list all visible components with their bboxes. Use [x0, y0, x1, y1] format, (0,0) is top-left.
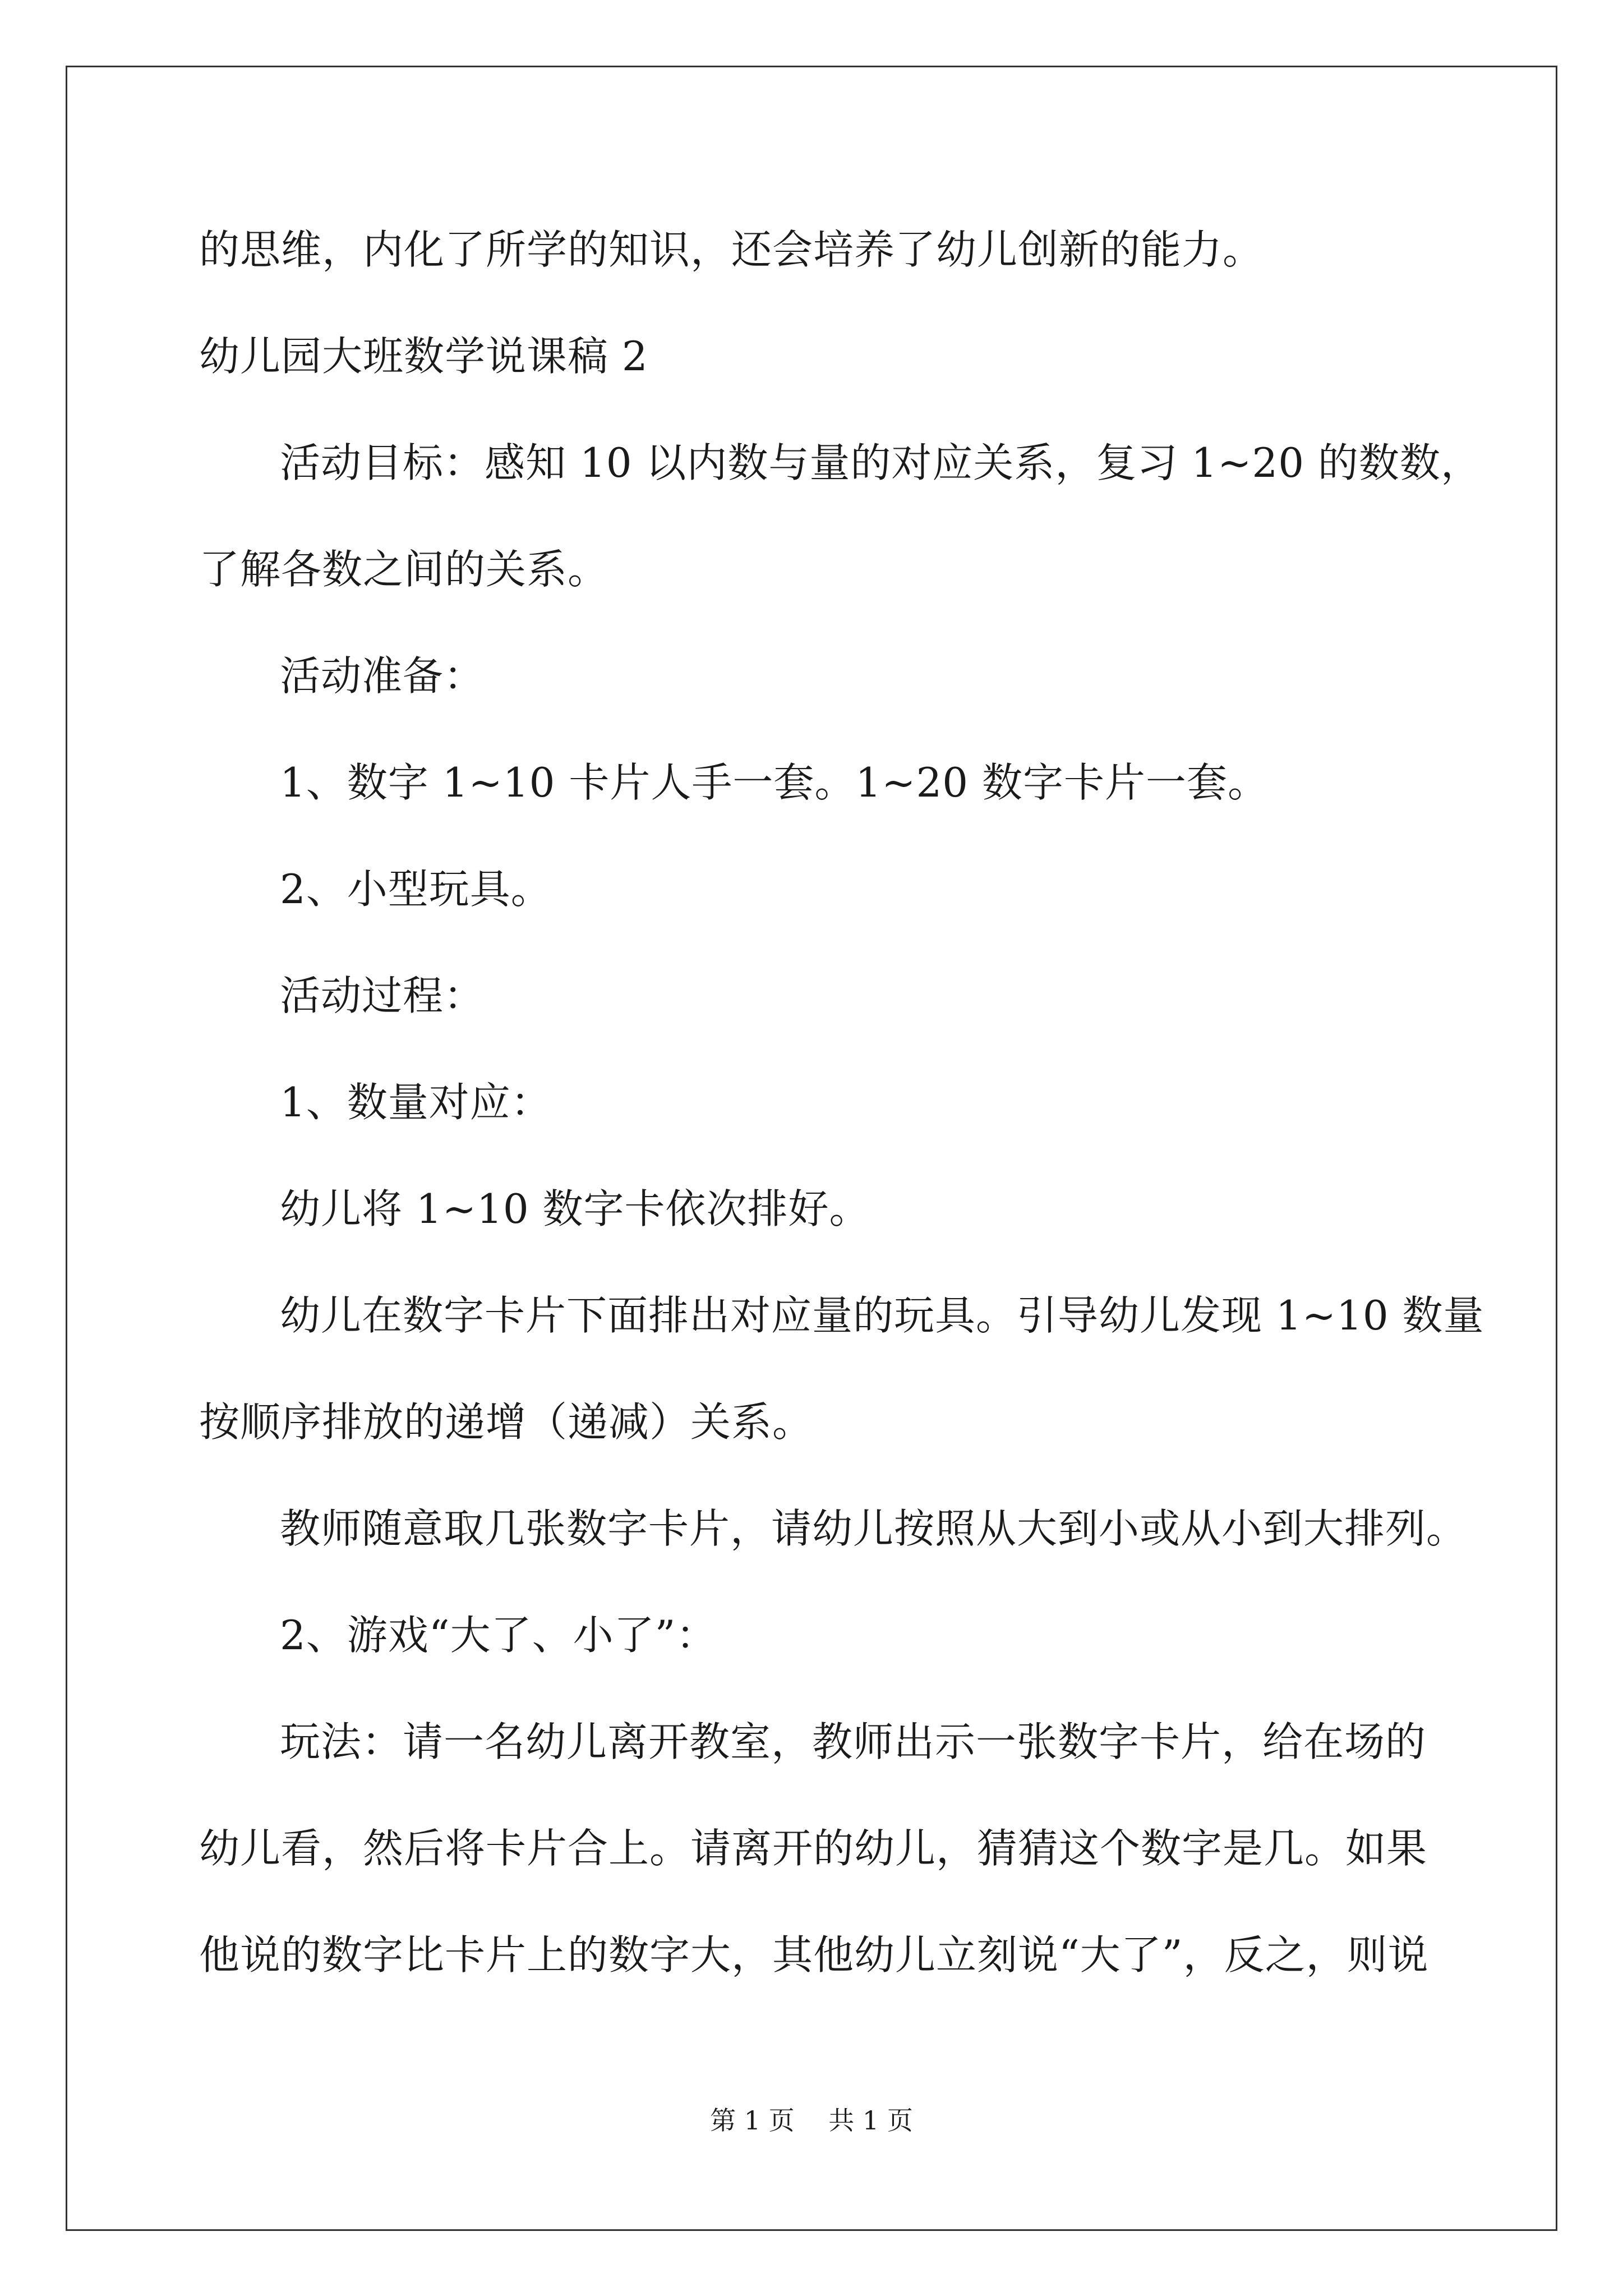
text-line: 活动目标：感知 10 以内数与量的对应关系，复习 1~20 的数数， — [280, 439, 1482, 486]
text-line: 活动过程： — [280, 972, 485, 1019]
text-line: 1、数字 1~10 卡片人手一套。1~20 数字卡片一套。 — [280, 759, 1269, 806]
text-line: 幼儿在数字卡片下面排出对应量的玩具。引导幼儿发现 1~10 数量 — [280, 1292, 1484, 1339]
text-line: 了解各数之间的关系。 — [199, 546, 609, 593]
text-line: 2、游戏“大了、小了”： — [280, 1612, 717, 1659]
section-heading: 幼儿园大班数学说课稿 2 — [199, 333, 648, 380]
text-line: 幼儿将 1~10 数字卡依次排好。 — [280, 1185, 870, 1232]
page-border — [66, 66, 1557, 2231]
page-footer: 第 1 页 共 1 页 — [710, 2105, 913, 2136]
text-line: 他说的数字比卡片上的数字大，其他幼儿立刻说“大了”，反之，则说 — [199, 1931, 1429, 1978]
text-line: 的思维，内化了所学的知识，还会培养了幼儿创新的能力。 — [199, 226, 1264, 273]
text-line: 教师随意取几张数字卡片，请幼儿按照从大到小或从小到大排列。 — [280, 1505, 1468, 1552]
text-line: 1、数量对应： — [280, 1079, 552, 1126]
text-line: 按顺序排放的递增（递减）关系。 — [199, 1398, 814, 1446]
text-line: 幼儿看，然后将卡片合上。请离开的幼儿，猜猜这个数字是几。如果 — [199, 1825, 1428, 1872]
text-line: 2、小型玩具。 — [280, 866, 552, 913]
text-line: 玩法：请一名幼儿离开教室，教师出示一张数字卡片，给在场的 — [280, 1718, 1427, 1765]
text-line: 活动准备： — [280, 652, 485, 700]
